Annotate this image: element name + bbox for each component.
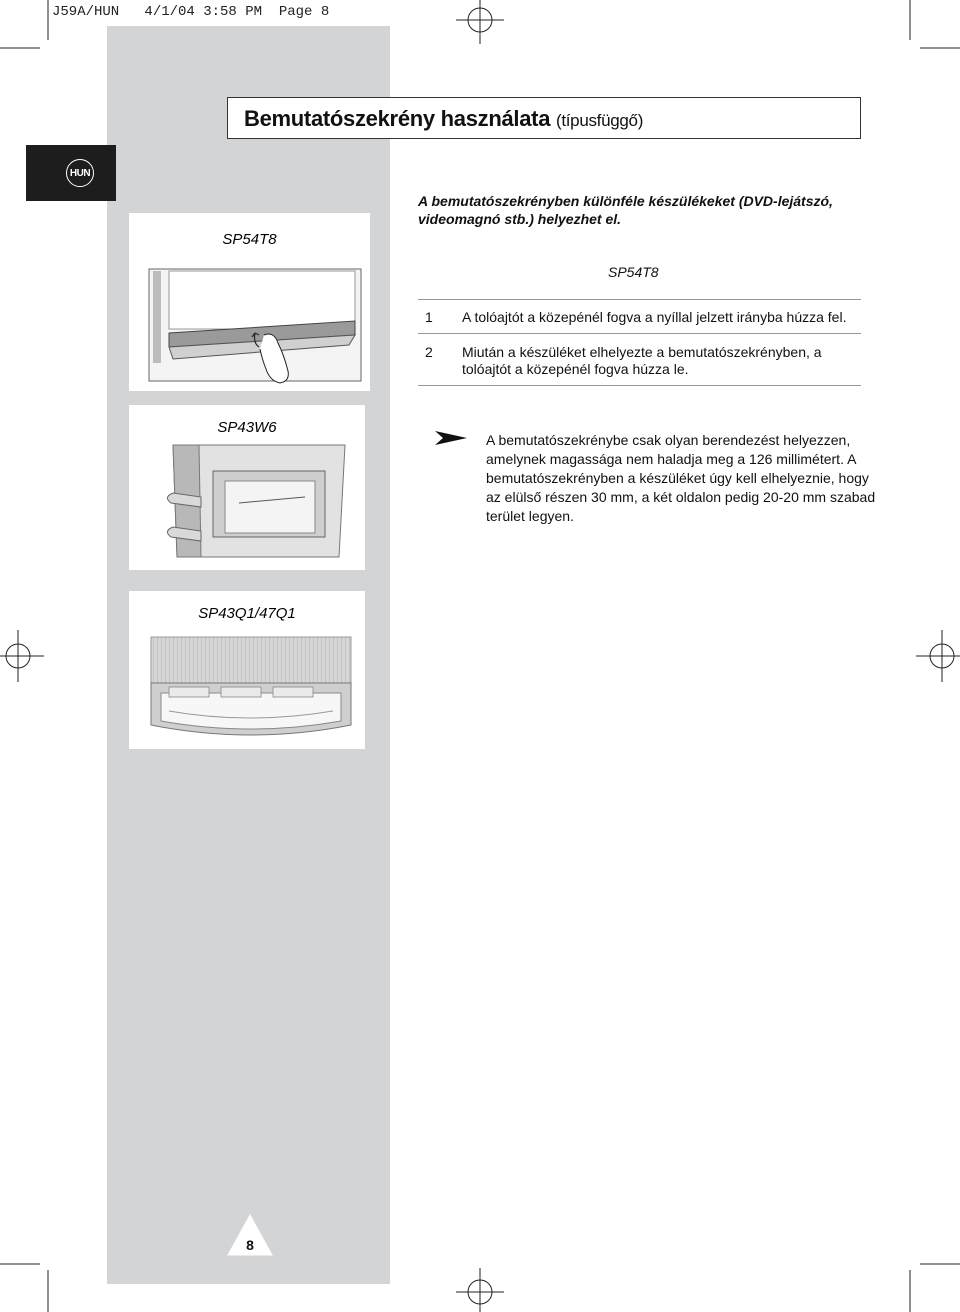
- panel-sp43q1: [129, 591, 365, 749]
- divider-bottom: [418, 385, 861, 386]
- page-title-box: [227, 97, 861, 139]
- page-number: 8: [246, 1237, 254, 1253]
- panel-label-sp43q1: SP43Q1/47Q1: [198, 605, 296, 622]
- intro-text: A bemutatószekrényben különféle készülékeket (DVD-lejátszó, videomagnó stb.) helyezhet el.: [418, 193, 833, 227]
- note-text: A bemutatószekrénybe csak olyan berendezést helyezzen, amelynek magassága nem haladja meg a 126 millimétert. A bemutatószekrényben a készüléket úgy kell elhelyeznie, hogy az elülső részen 30 mm, a két oldalon pedig 20-20 mm szabad terület legyen.: [486, 432, 876, 524]
- section-heading: SP54T8: [608, 264, 659, 280]
- step-text-2: Miután a készüléket elhelyezte a bemutatószekrényben, a tolóajtót a közepénél fogva húzza le.: [462, 344, 822, 377]
- panel-label-sp43w6: SP43W6: [217, 419, 277, 436]
- page-number-badge: [226, 1213, 274, 1257]
- crosshair-right: [916, 630, 960, 682]
- panel-label-sp54t8: SP54T8: [222, 231, 277, 248]
- divider-top: [418, 299, 861, 300]
- sp54t8-illustration: [129, 263, 370, 391]
- crosshair-left: [0, 630, 44, 682]
- step-number-1: 1: [425, 309, 433, 325]
- divider-mid: [418, 333, 861, 334]
- language-tab: [26, 145, 116, 201]
- arrow-pointer-icon: [434, 430, 468, 446]
- page-title-main: Bemutatószekrény használata: [244, 106, 551, 131]
- panel-sp54t8: [129, 213, 370, 391]
- print-header: J59A/HUN 4/1/04 3:58 PM Page 8: [52, 4, 330, 20]
- language-badge: HUN: [66, 159, 94, 187]
- step-text-1: A tolóajtót a közepénél fogva a nyíllal jelzett irányba húzza fel.: [462, 309, 847, 325]
- sp43q1-illustration: [129, 631, 365, 749]
- step-number-2: 2: [425, 344, 433, 360]
- sp43w6-illustration: [129, 441, 365, 570]
- crosshair-top: [456, 0, 504, 44]
- page-title-sub: (típusfüggő): [555, 111, 644, 130]
- panel-sp43w6: [129, 405, 365, 570]
- crosshair-bottom: [456, 1268, 504, 1312]
- page-title: [244, 106, 643, 132]
